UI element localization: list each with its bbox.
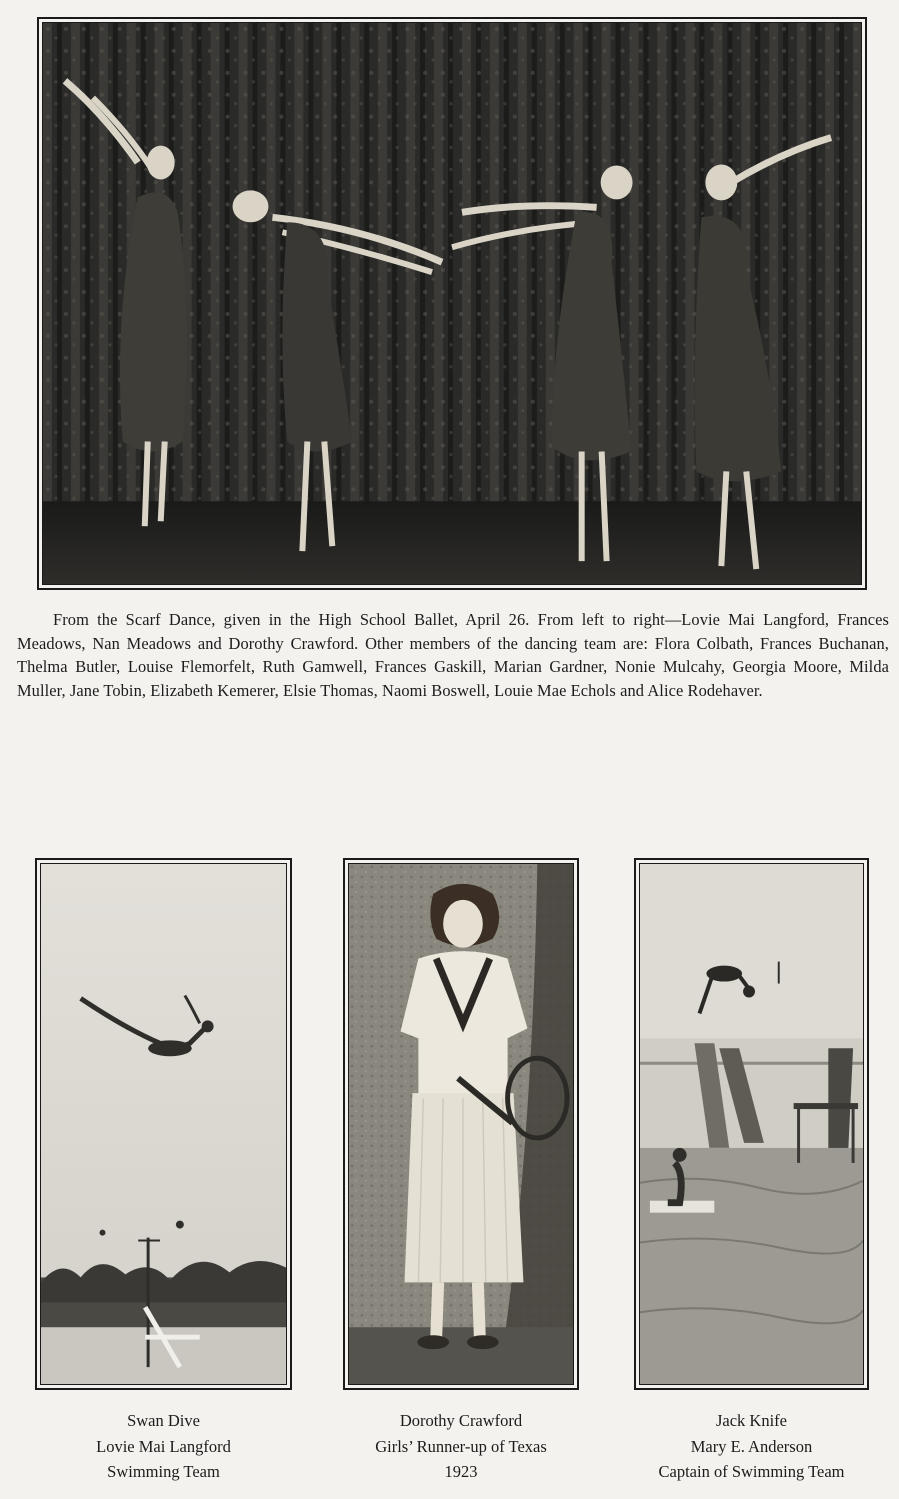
scarf-dance-image (42, 22, 862, 585)
jack-knife-photo (634, 858, 869, 1390)
dorothy-crawford-image (348, 863, 574, 1385)
swan-dive-image (40, 863, 287, 1385)
scarf-dance-caption: From the Scarf Dance, given in the High School Ballet, April 26. From left to right—Lovie Mai Langford, Frances Meadows, Nan Meadows and Dorothy Crawford. Other members of the dancing team are: Flora Colbath, Frances Buchanan, Thelma Butler, Louise Flemorfelt, Ruth Gamwell, Frances Gaskill, Marian Gardner, Nonie Mulcahy, Georgia Moore, Milda Muller, Jane Tobin, Elizabeth Kemerer, Elsie Thomas, Naomi Boswell, Louie Mae Echols and Alice Rodehaver. (17, 610, 889, 700)
scarf-dance-photo (37, 17, 867, 590)
swan-dive-illustration (41, 864, 286, 1384)
dorothy-crawford-year: 1923 (444, 1462, 478, 1481)
dorothy-crawford-name: Dorothy Crawford (399, 1411, 523, 1430)
dorothy-crawford-caption (318, 1408, 604, 1485)
jack-knife-caption (609, 1408, 894, 1485)
dorothy-crawford-photo (343, 858, 579, 1390)
swan-dive-team: Swimming Team (107, 1462, 220, 1481)
scarf-dance-illustration (43, 23, 861, 584)
swan-dive-title: Swan Dive (127, 1411, 200, 1430)
dorothy-crawford-illustration (349, 864, 573, 1384)
jack-knife-illustration (640, 864, 863, 1384)
jack-knife-role: Captain of Swimming Team (658, 1462, 845, 1481)
swan-dive-name: Lovie Mai Langford (96, 1436, 231, 1456)
jack-knife-name: Mary E. Anderson (690, 1436, 813, 1456)
swan-dive-photo (35, 858, 292, 1390)
jack-knife-image (639, 863, 864, 1385)
swan-dive-caption (35, 1408, 292, 1485)
dorothy-crawford-title: Girls’ Runner-up of Texas (375, 1436, 547, 1456)
jack-knife-title: Jack Knife (715, 1411, 787, 1430)
